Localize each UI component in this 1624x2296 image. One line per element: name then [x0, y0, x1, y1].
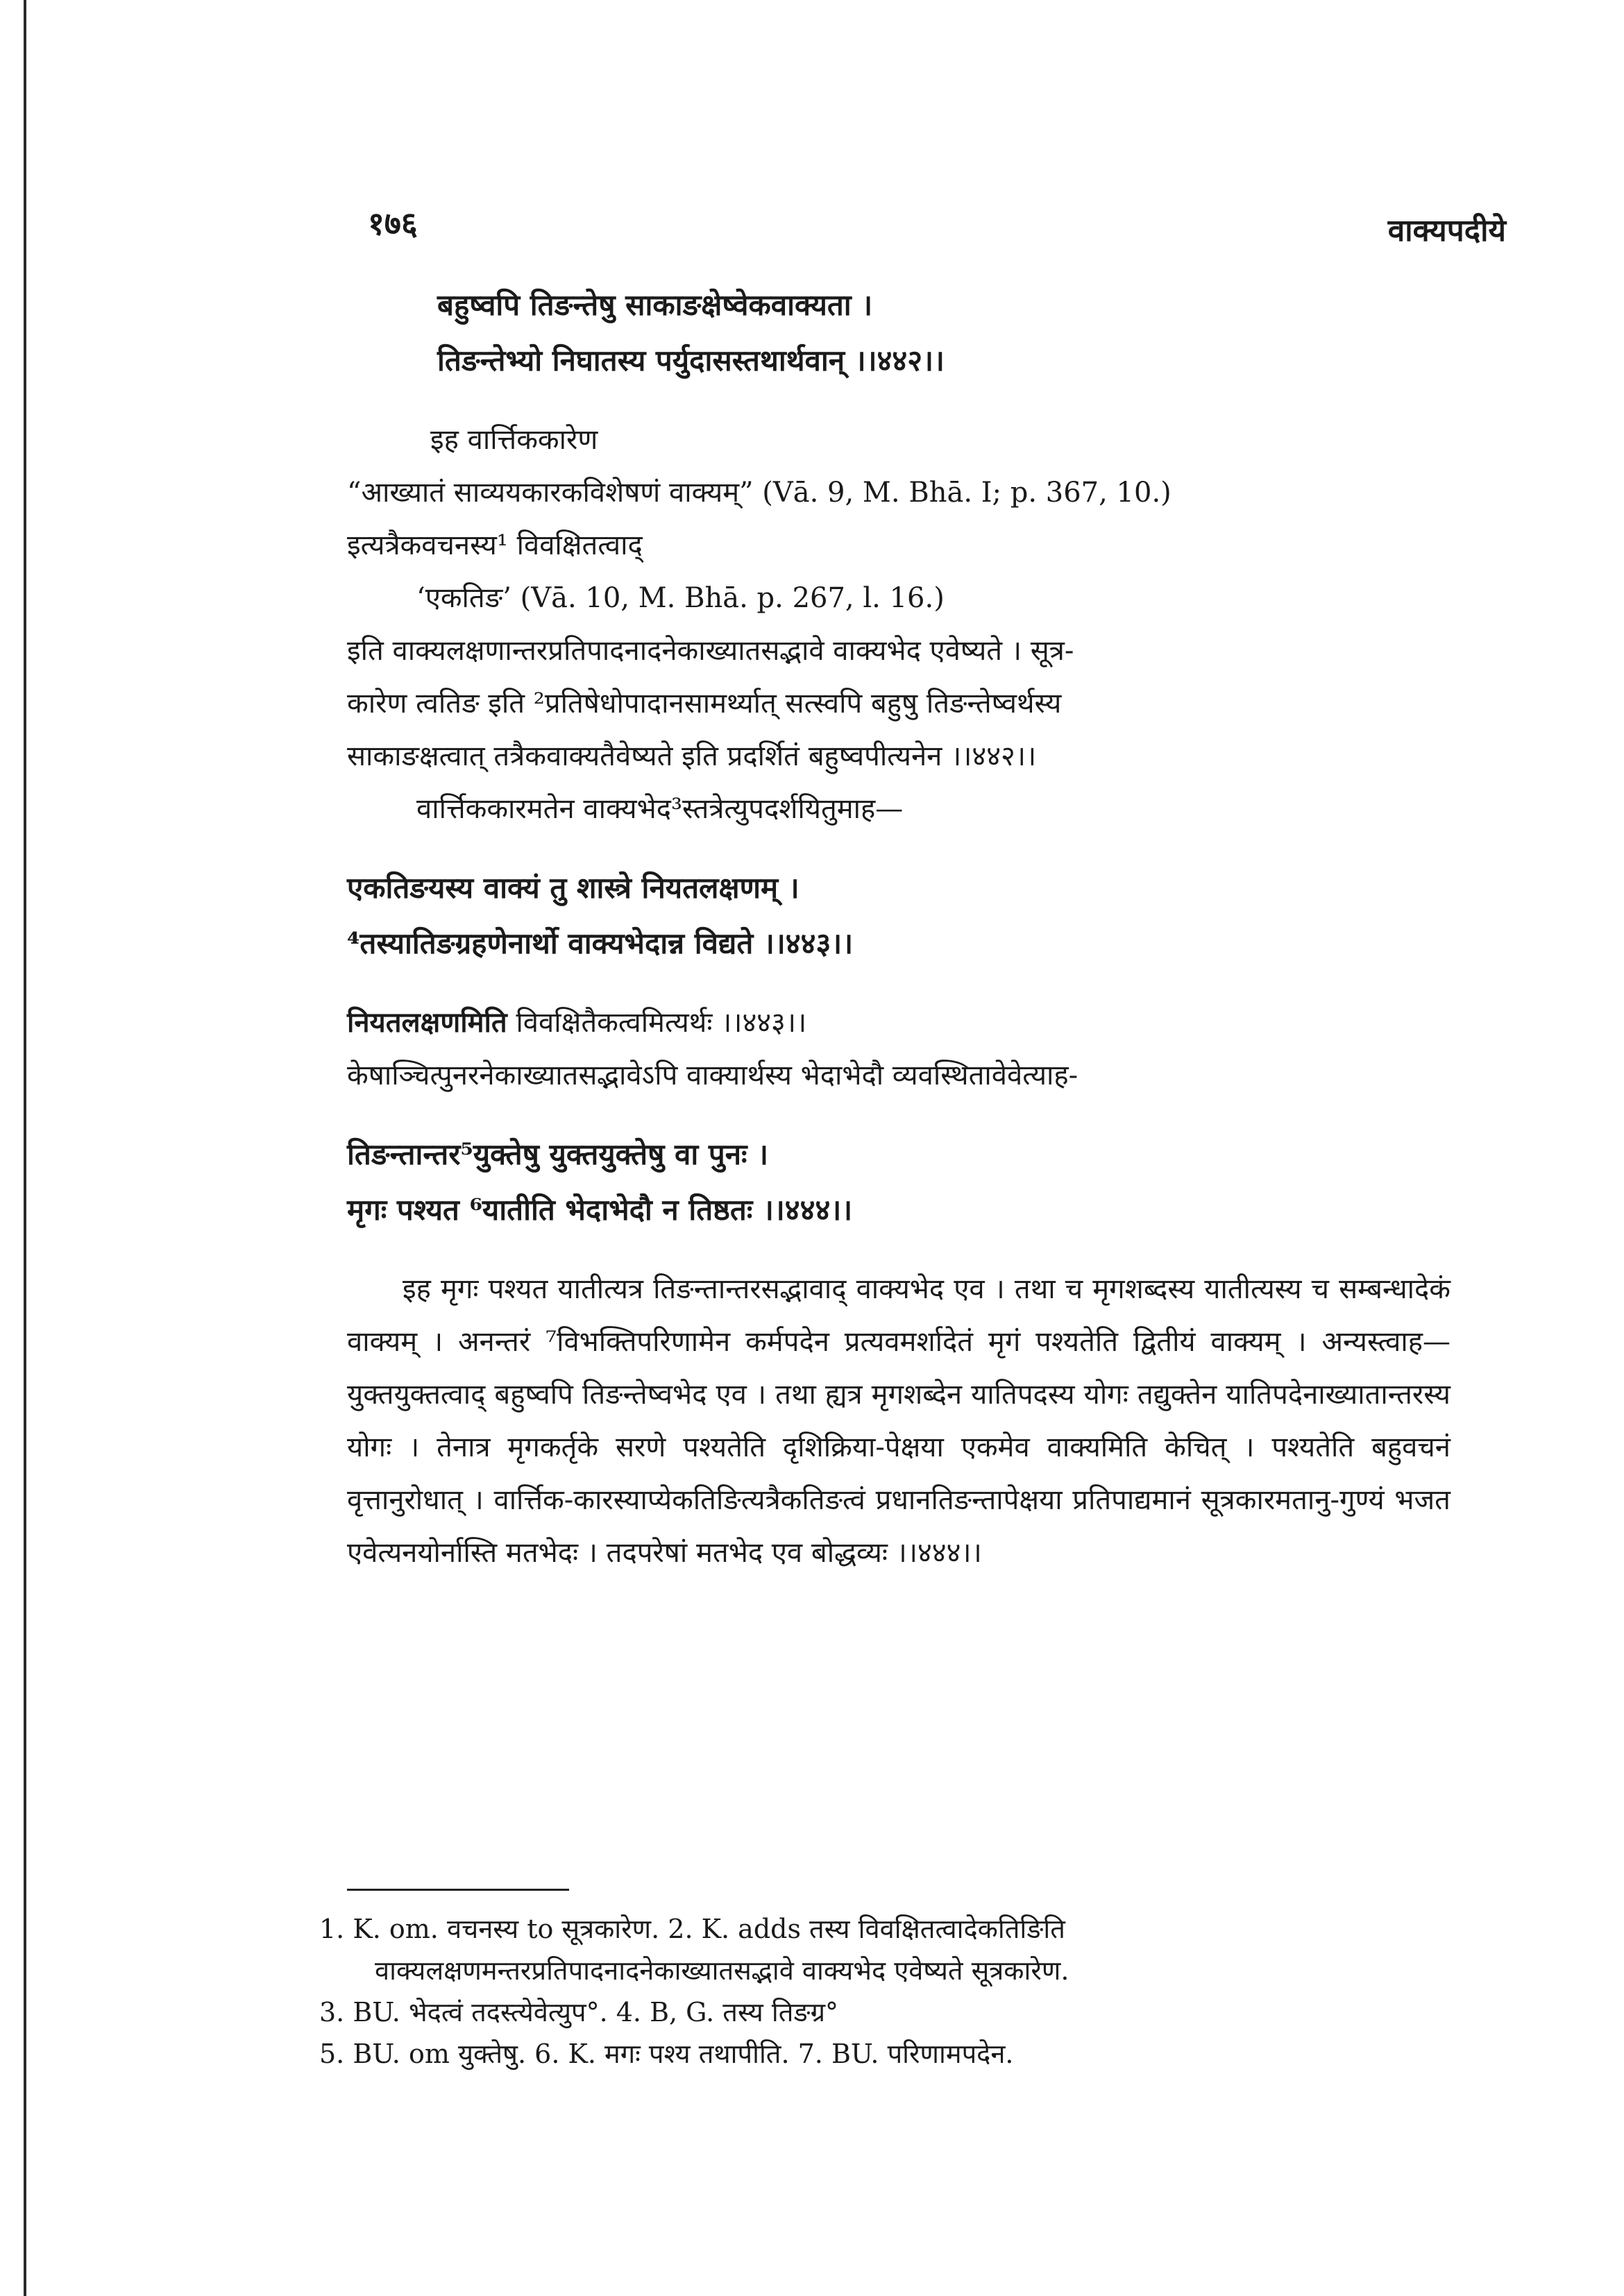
- commentary-line: वार्त्तिककारमतेन वाक्यभेद³स्तत्रेत्युपदर्शयितुमाह—: [416, 793, 904, 825]
- commentary-444: इह मृगः पश्यत यातीत्यत्र तिङन्तान्तरसद्भावाद् वाक्यभेद एव । तथा च मृगशब्दस्य यातीत्यस्य च सम्बन्धादेकं वाक्यम् । अनन्तरं ⁷विभक्तिपरिणामेन कर्मपदेन प्रत्यवमर्शादेतं मृगं पश्यतेति द्वितीयं वाक्यम् । अन्यस्त्वाह—युक्तयुक्तत्वाद् बहुष्वपि तिङन्तेष्वभेद एव । तथा ह्यत्र मृगशब्देन यातिपदस्य योगः तद्युक्तेन यातिपदेनाख्यातान्तरस्य योगः । तेनात्र मृगकर्तृके सरणे पश्यतेति दृशिक्रिया-पेक्षया एकमेव वाक्यमिति केचित् । पश्यतेति बहुवचनं वृत्तानुरोधात् । वार्त्तिक-कारस्याप्येकतिङित्यत्रैकतिङत्वं प्रधानतिङन्तापेक्षया प्रतिपाद्यमानं सूत्रकारमतानु-गुण्यं भजत एवेत्यनयोर्नास्ति मतभेदः । तदपरेषां मतभेद एव बोद्धव्यः ।।४४४।।: [347, 1273, 1450, 1569]
- verse-line: ⁴तस्यातिङग्रहणेनार्थो वाक्यभेदान्न विद्यते ।।४४३।।: [347, 926, 854, 960]
- footnote-line: 1. K. om. वचनस्य to सूत्रकारेण. 2. K. adds तस्य विवक्षितत्वादेकतिङिति: [319, 1914, 1065, 1944]
- commentary-line: कारेण त्वतिङ इति ²प्रतिषेधोपादानसामर्थ्यात् सत्स्वपि बहुषु तिङन्तेष्वर्थस्य: [347, 688, 1062, 720]
- verse-443: [347, 860, 1450, 971]
- footnote-line: 5. BU. om युक्तेषु. 6. K. मगः पश्य तथापीति. 7. BU. परिणामपदेन.: [319, 2039, 1014, 2069]
- verse-line: तिङन्तान्तर⁵युक्तेषु युक्तयुक्तेषु वा पुनः ।: [347, 1137, 769, 1171]
- page-body: [347, 278, 1450, 1579]
- commentary-line: इत्यत्रैकवचनस्य¹ विवक्षितत्वाद्: [347, 529, 643, 561]
- footnotes: [319, 1908, 1430, 2075]
- running-title: वाक्यपदीये: [1387, 213, 1506, 248]
- commentary-line: ‘एकतिङ’ (Vā. 10, M. Bhā. p. 267, l. 16.): [416, 582, 945, 614]
- commentary-line: इति वाक्यलक्षणान्तरप्रतिपादनादनेकाख्यातसद्भावे वाक्यभेद एवेष्यते । सूत्र-: [347, 635, 1074, 667]
- verse-line: तिङन्तेभ्यो निघातस्य पर्युदासस्तथार्थवान् ।।४४२।।: [437, 343, 945, 377]
- page-header: [347, 201, 1506, 257]
- commentary-line: इह वार्त्तिककारेण: [430, 424, 598, 456]
- commentary-443: [347, 996, 1450, 1102]
- verse-442: [437, 278, 1450, 389]
- verse-444: [347, 1127, 1450, 1238]
- verse-line: एकतिङयस्य वाक्यं तु शास्त्रे नियतलक्षणम् ।: [347, 871, 800, 905]
- footnote-line: 3. BU. भेदत्वं तदस्त्येवेत्युप°. 4. B, G. तस्य तिङग्र°: [319, 1997, 839, 2027]
- page-number: १७६: [368, 205, 418, 242]
- footnote-divider: [347, 1889, 569, 1891]
- verse-line: बहुष्वपि तिङन्तेषु साकाङक्षेष्वेकवाक्यता ।: [437, 288, 873, 322]
- commentary-442: [347, 414, 1450, 835]
- commentary-gloss: विवक्षितैकत्वमित्यर्थः ।।४४३।।: [507, 1007, 807, 1039]
- commentary-headword: नियतलक्षणमिति: [347, 1006, 507, 1039]
- scan-edge-line: [24, 0, 26, 2296]
- verse-line: मृगः पश्यत ⁶यातीति भेदाभेदौ न तिष्ठतः ।।४४४।।: [347, 1193, 853, 1227]
- commentary-line: केषाञ्चित्पुनरनेकाख्यातसद्भावेऽपि वाक्यार्थस्य भेदाभेदौ व्यवस्थितावेवेत्याह-: [347, 1060, 1079, 1091]
- footnote-line: वाक्यलक्षणमन्तरप्रतिपादनादनेकाख्यातसद्भावे वाक्यभेद एवेष्यते सूत्रकारेण.: [375, 1955, 1069, 1986]
- commentary-line: साकाङक्षत्वात् तत्रैकवाक्यतैवेष्यते इति प्रदर्शितं बहुष्वपीत्यनेन ।।४४२।।: [347, 740, 1037, 772]
- commentary-line: “आख्यातं साव्ययकारकविशेषणं वाक्यम्” (Vā. 9, M. Bhā. I; p. 367, 10.): [347, 477, 1172, 509]
